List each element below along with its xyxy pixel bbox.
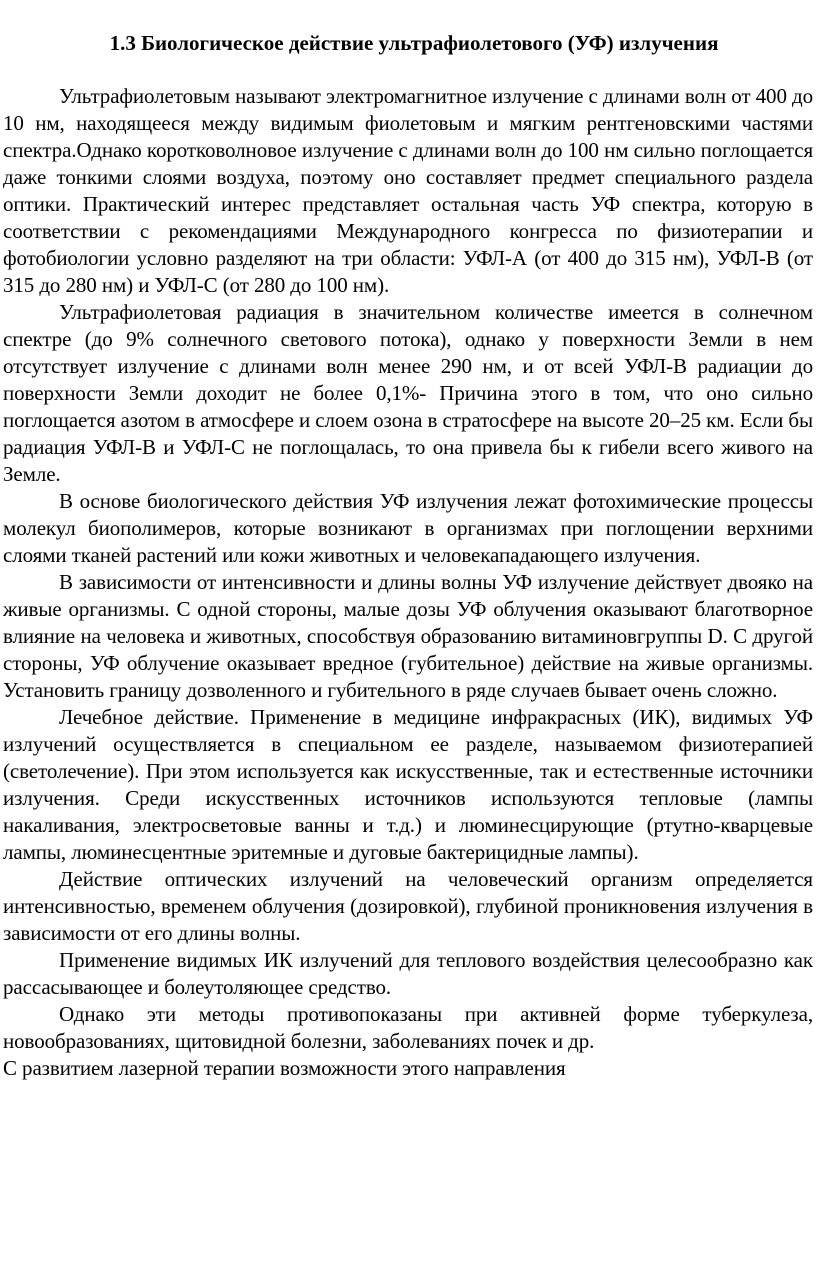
section-title: 1.3 Биологическое действие ультрафиолетового (УФ) излучения xyxy=(109,31,719,55)
paragraph-contraindications: Однако эти методы противопоказаны при активней форме туберкулеза, новообразованиях, щитовидной болезни, заболеваниях почек и др. xyxy=(3,1002,813,1053)
paragraph-laser-therapy: С развитием лазерной терапии возможности этого направления xyxy=(3,1056,566,1080)
paragraph-biological-basis: В основе биологического действия УФ излучения лежат фотохимические процессы молекул биополимеров, которые возникают в организмах при поглощении верхними слоями тканей растений или кожи животных и человекападающего излучения. xyxy=(3,489,813,567)
paragraph-definition: Ультрафиолетовым называют электромагнитное излучение с длинами волн от 400 до 10 нм, находящееся между видимым фиолетовым и мягким рентгеновскими частями спектра.Однако коротковолновое излучение с длинами волн до 100 нм сильно поглощается даже тонкими слоями воздуха, поэтому оно составляет предмет специального раздела оптики. Практический интерес представляет остальная часть УФ спектра, которую в соответствии с рекомендациями Международного конгресса по физиотерапии и фотобиологии условно разделяют на три области: УФЛ-А (от 400 до 315 нм), УФЛ-В (от 315 до 280 нм) и УФЛ-С (от 280 до 100 нм). xyxy=(3,84,813,297)
paragraph-dose-effects: В зависимости от интенсивности и длины волны УФ излучение действует двояко на живые организмы. С одной стороны, малые дозы УФ облучения оказывают благотворное влияние на человека и животных, способствуя образованию витаминовгруппы D. С другой стороны, УФ облучение оказывает вредное (губительное) действие на живые организмы. Установить границу дозволенного и губительного в ряде случаев бывает очень сложно. xyxy=(3,570,813,702)
paragraph-solar-radiation: Ультрафиолетовая радиация в значительном количестве имеется в солнечном спектре (до 9% солнечного светового потока), однако у поверхности Земли в нем отсутствует излучение с длинами волн менее 290 нм, и от всей УФЛ-В радиации до поверхности Земли доходит не более 0,1%- Причина этого в том, что оно сильно поглощается азотом в атмосфере и слоем озона в стратосфере на высоте 20–25 км. Если бы радиация УФЛ-В и УФЛ-С не поглощалась, то она привела бы к гибели всего живого на Земле. xyxy=(3,300,813,486)
paragraph-ir-application: Применение видимых ИК излучений для теплового воздействия целесообразно как рассасывающее и болеутоляющее средство. xyxy=(3,948,813,999)
paragraph-optical-action: Действие оптических излучений на человеческий организм определяется интенсивностью, временем облучения (дозировкой), глубиной проникновения излучения в зависимости от его длины волны. xyxy=(3,867,813,945)
paragraph-therapeutic-action: Лечебное действие. Применение в медицине инфракрасных (ИК), видимых УФ излучений осуществляется в специальном ее разделе, называемом физиотерапией (светолечение). При этом используется как искусственные, так и естественные источники излучения. Среди искусственных источников используются тепловые (лампы накаливания, электросветовые ванны и т.д.) и люминесцирующие (ртутно-кварцевые лампы, люминесцентные эритемные и дуговые бактерицидные лампы). xyxy=(3,705,813,864)
